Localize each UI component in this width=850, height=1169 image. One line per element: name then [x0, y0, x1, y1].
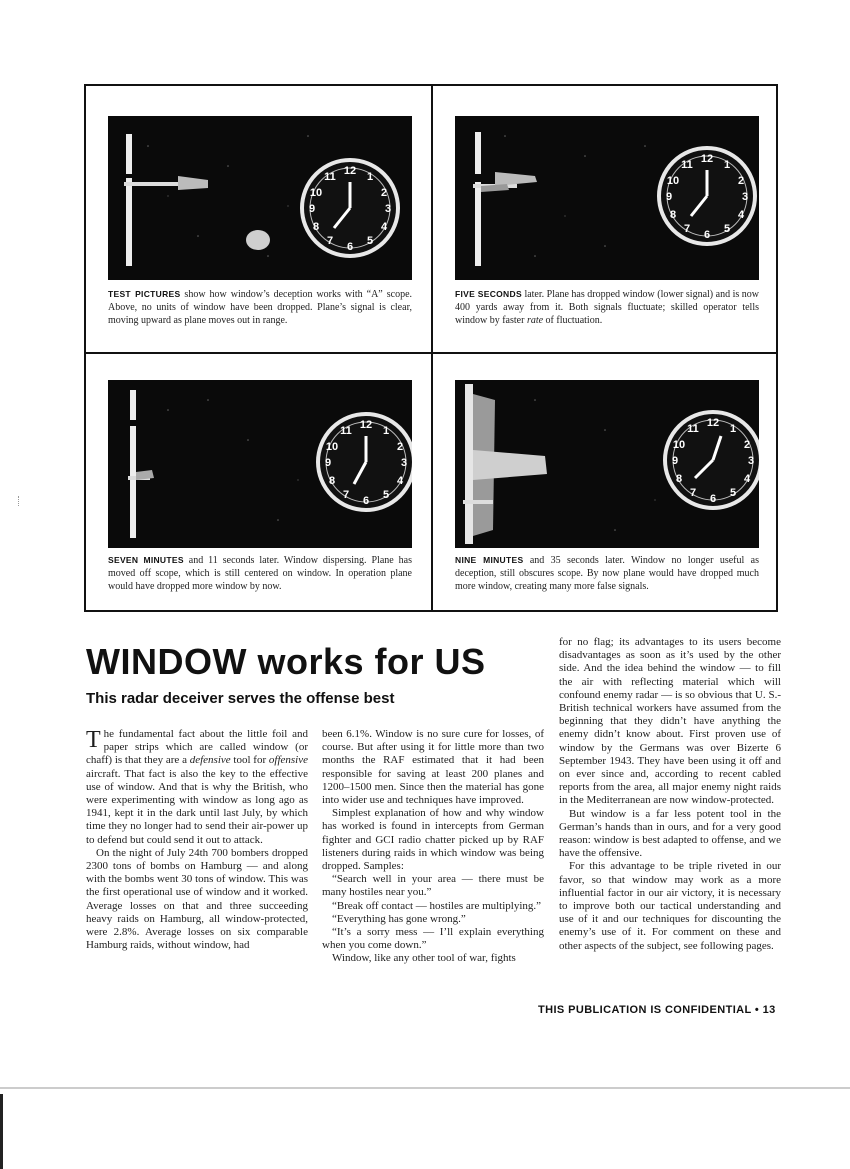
article-column-2 — [322, 728, 544, 966]
caption-emphasis: rate — [526, 315, 544, 326]
article-paragraph: But window is a far less potent tool in the German’s hands than in ours, and for a very good reason: window is best adapted to offense, and we have the offensive. — [559, 807, 781, 860]
photo-grid — [84, 84, 778, 612]
svg-text:2: 2 — [396, 441, 404, 453]
svg-text:1: 1 — [729, 423, 737, 435]
svg-text:10: 10 — [325, 441, 339, 453]
svg-text:7: 7 — [689, 487, 697, 499]
caption-lead: SEVEN MINUTES — [108, 555, 184, 565]
quote: “It’s a sorry mess — I’ll explain everything when you come down.” — [322, 926, 544, 952]
panel-test-pictures — [86, 86, 431, 350]
panel-seven-minutes — [86, 354, 431, 618]
quote: “Break off contact — hostiles are multiplying.” — [332, 899, 542, 912]
svg-text:4: 4 — [743, 473, 751, 485]
svg-text:8: 8 — [312, 221, 320, 233]
article-paragraph: Simplest explanation of how and why window has worked is found in intercepts from German fighter and GCI radio chatter picked up by RAF listeners during raids in which window was being dropped. Samples: — [322, 807, 544, 873]
caption-text: and 35 seconds later. Window no longer useful as deception, still obscures scope. By now plane would have dropped much more window, creating many more false signals. — [455, 555, 759, 592]
svg-text:1: 1 — [366, 171, 374, 183]
svg-text:9: 9 — [665, 191, 673, 203]
svg-text:10: 10 — [309, 187, 323, 199]
article-column-3 — [559, 636, 781, 953]
article-paragraph — [86, 728, 308, 847]
caption-text: later. Plane has dropped window (lower signal) and is now 400 yards away from it. Both signals fluctuate; skilled operator tells window by faster — [455, 289, 760, 326]
panel-caption — [108, 554, 412, 593]
radar-scope-photo — [108, 116, 412, 280]
svg-text:10: 10 — [672, 439, 686, 451]
caption-lead: FIVE SECONDS — [455, 289, 522, 299]
bullet-separator: • — [754, 1004, 760, 1016]
svg-text:12: 12 — [700, 153, 714, 165]
binding-mark — [18, 496, 21, 506]
article-column-1 — [86, 728, 308, 952]
svg-text:11: 11 — [681, 159, 693, 171]
article-paragraph: been 6.1%. Window is no sure cure for losses, of course. But after using it for little more than two months the RAF estimated that it had been responsible for saving at least 200 planes and 1200–1500 men. Since then the material has gone into wider use and techniques have improved. — [322, 728, 544, 807]
svg-text:5: 5 — [366, 235, 374, 247]
svg-text:4: 4 — [396, 475, 404, 487]
svg-text:8: 8 — [328, 475, 336, 487]
page-footer — [538, 1004, 776, 1016]
svg-text:11: 11 — [340, 425, 352, 437]
drop-cap: T — [86, 727, 101, 753]
radar-scope-photo — [455, 116, 759, 280]
panel-caption — [455, 288, 759, 327]
svg-text:10: 10 — [666, 175, 680, 187]
confidential-notice: THIS PUBLICATION IS CONFIDENTIAL — [538, 1004, 752, 1016]
article-paragraph: for no flag; its advantages to its users become disadvantages as soon as it’s used by the other side. And the idea behind the window — to fill the air with reflecting material which will confound enemy radar — is so obvious that U. S.-British technical workers have assumed from the beginning that they didn’t have anything the enemy didn’t know about. First proven use of window by the Germans was over Bizerte 6 September 1943. They have been using it off and on ever since and, according to recent cabled reports from the area, all major enemy night raids in the Mediterranean are now window-protected. — [559, 636, 781, 807]
svg-text:8: 8 — [669, 209, 677, 221]
svg-text:3: 3 — [741, 191, 749, 203]
svg-text:12: 12 — [706, 417, 720, 429]
paragraph-text: he fundamental fact about the little foil and paper strips which are called window (or chaff) is that they are a — [86, 728, 308, 767]
svg-text:1: 1 — [382, 425, 390, 437]
svg-text:9: 9 — [308, 203, 316, 215]
caption-lead: TEST PICTURES — [108, 289, 181, 299]
article-paragraph: Window, like any other tool of war, fights — [332, 952, 516, 965]
svg-text:5: 5 — [723, 223, 731, 235]
caption-lead: NINE MINUTES — [455, 555, 524, 565]
panel-nine-minutes — [433, 354, 778, 618]
svg-text:3: 3 — [747, 455, 755, 467]
svg-text:2: 2 — [737, 175, 745, 187]
quote: “Search well in your area — there must be many hostiles near you.” — [322, 873, 544, 899]
panel-five-seconds — [433, 86, 778, 350]
page-number: 13 — [762, 1004, 776, 1016]
svg-text:11: 11 — [687, 423, 699, 435]
article-paragraph: For this advantage to be triple riveted in our favor, so that window may work as a more influential factor in our air victory, it is necessary to improve both our tactical understanding and use of it and our techniques for discounting the enemy’s use of it. For comment on these and other aspects of the subject, see following pages. — [559, 860, 781, 952]
scan-edge — [0, 1094, 3, 1169]
svg-text:6: 6 — [346, 241, 354, 253]
svg-text:9: 9 — [671, 455, 679, 467]
svg-text:4: 4 — [380, 221, 388, 233]
caption-text: show how window’s deception works with “A” scope. Above, no units of window have been dropped. Plane’s signal is clear, moving upward as plane moves out in range. — [108, 289, 413, 326]
caption-text: and 11 seconds later. Window dispersing. Plane has moved off scope, which is still centered on window. In operation plane would have dropped more window by now. — [108, 555, 412, 592]
svg-text:2: 2 — [743, 439, 751, 451]
svg-text:8: 8 — [675, 473, 683, 485]
article-paragraph: On the night of July 24th 700 bombers dropped 2300 tons of bombs on Hamburg — and along with the bombs went 30 tons of window. This was the first operational use of window and it worked. Average losses on that and three succeeding heavy raids on Hamburg, all window-protected, were 2.8%. Average losses on six comparable Hamburg raids, without window, had — [86, 846, 308, 952]
radar-scope-photo — [108, 380, 412, 548]
paragraph-emphasis: defensive — [189, 754, 231, 767]
svg-text:6: 6 — [362, 495, 370, 507]
caption-text-after: of fluctuation. — [543, 315, 603, 326]
svg-text:12: 12 — [359, 419, 373, 431]
svg-text:5: 5 — [729, 487, 737, 499]
svg-text:3: 3 — [400, 457, 408, 469]
svg-text:11: 11 — [324, 171, 336, 183]
svg-text:7: 7 — [326, 235, 334, 247]
svg-text:9: 9 — [324, 457, 332, 469]
article-title: WINDOW works for US — [86, 641, 486, 682]
quote: “Everything has gone wrong.” — [332, 912, 466, 925]
panel-caption — [108, 288, 412, 327]
svg-text:7: 7 — [683, 223, 691, 235]
svg-text:6: 6 — [703, 229, 711, 241]
page-edge-rule — [0, 1087, 850, 1089]
svg-text:2: 2 — [380, 187, 388, 199]
radar-scope-photo — [455, 380, 759, 548]
svg-text:7: 7 — [342, 489, 350, 501]
svg-text:4: 4 — [737, 209, 745, 221]
svg-text:12: 12 — [343, 165, 357, 177]
panel-caption — [455, 554, 759, 593]
paragraph-emphasis: offensive — [268, 754, 308, 767]
svg-text:1: 1 — [723, 159, 731, 171]
paragraph-text: aircraft. That fact is also the key to the effective use of window. And that is why the British, who were experimenting with window as long ago as 1941, kept it in the dark until last July, by which time they no longer had to send their air-power up to defend but could send it out to attack. — [86, 767, 308, 846]
article-subtitle: This radar deceiver serves the offense best — [86, 690, 395, 707]
paragraph-text: tool for — [230, 754, 269, 767]
svg-text:3: 3 — [384, 203, 392, 215]
svg-text:5: 5 — [382, 489, 390, 501]
svg-text:6: 6 — [709, 493, 717, 505]
